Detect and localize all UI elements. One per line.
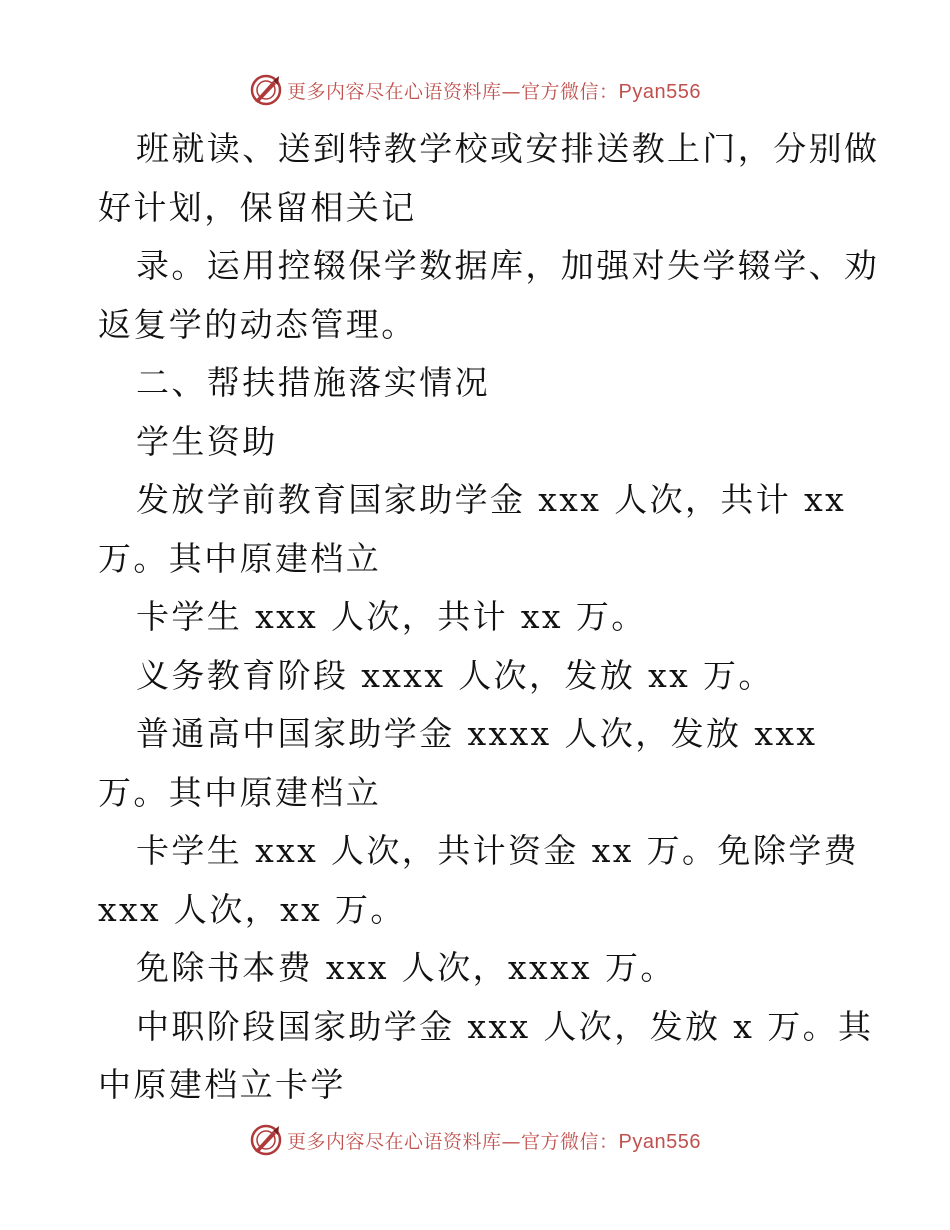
paragraph-line: 万。其中原建档立 (98, 538, 382, 578)
quill-logo-icon (249, 1123, 283, 1157)
footer-watermark (0, 1120, 950, 1160)
watermark-text: 更多内容尽在心语资料库—官方微信：Pyan556 (287, 1130, 701, 1153)
paragraph-line: 卡学生 xxx 人次，共计 xx 万。 (136, 597, 647, 636)
header-watermark (0, 70, 950, 110)
quill-logo-icon (249, 73, 283, 107)
paragraph-line: 万。其中原建档立 (98, 772, 382, 812)
paragraph-line: 二、帮扶措施落实情况 (136, 363, 490, 402)
paragraph-line: 发放学前教育国家助学金 xxx 人次，共计 xx (136, 480, 847, 519)
paragraph-line: 学生资助 (136, 421, 278, 461)
paragraph-line: 好计划，保留相关记 (98, 187, 417, 227)
paragraph-line: 中职阶段国家助学金 xxx 人次，发放 x 万。其 (136, 1006, 874, 1046)
document-body (98, 120, 880, 1115)
paragraph-line: 返复学的动态管理。 (98, 304, 417, 344)
paragraph-line: 免除书本费 xxx 人次，xxxx 万。 (136, 948, 676, 987)
paragraph-line: 义务教育阶段 xxxx 人次，发放 xx 万。 (136, 655, 774, 695)
paragraph-line: 普通高中国家助学金 xxxx 人次，发放 xxx (136, 714, 818, 753)
paragraph-line: 班就读、送到特教学校或安排送教上门，分别做 (136, 129, 880, 168)
paragraph-line: 录。运用控辍保学数据库，加强对失学辍学、劝 (136, 246, 880, 285)
watermark-text: 更多内容尽在心语资料库—官方微信：Pyan556 (287, 80, 701, 103)
paragraph-line: xxx 人次，xx 万。 (98, 889, 406, 929)
paragraph-line: 中原建档立卡学 (98, 1065, 346, 1104)
paragraph-line: 卡学生 xxx 人次，共计资金 xx 万。免除学费 (136, 831, 860, 870)
